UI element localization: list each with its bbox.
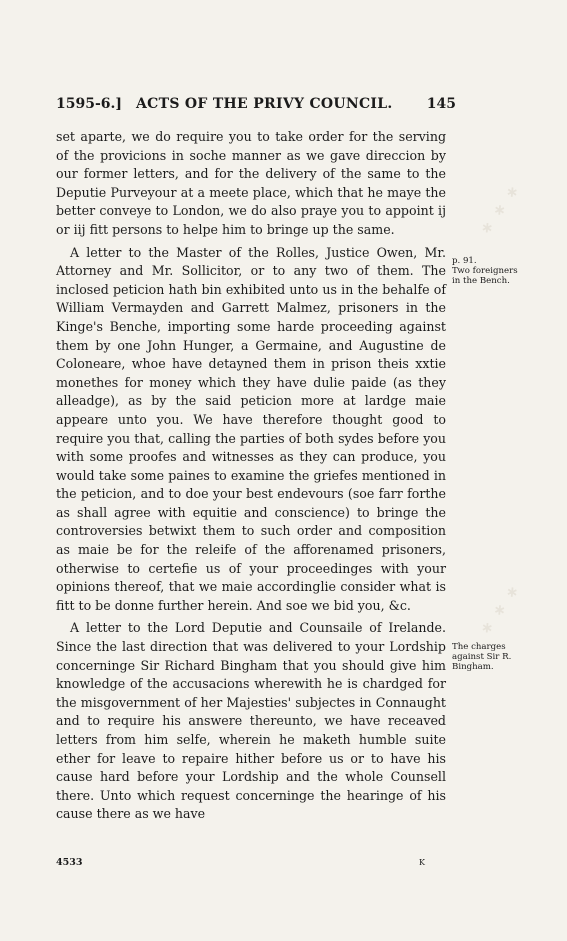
paragraph-2: A letter to the Master of the Rolles, Justice Owen, Mr. Attorney and Mr. Sollicitor, or to any two of them. The inclosed peticion hath bin exhibited unto us in the behalfe of William Vermayden and Garrett Malmez, prisoners in the Kinge's Benche, importing some harde proceeding against them by one John Hunger, a Germaine, and Augustine de Coloneare, whoe have detayned them in prison theis xxtie monethes for money which they have dulie paide (as they alleadge), as by the said peticion more at lardge maie appeare unto you. We have therefore thought good to require you that, calling the parties of both sydes before you with some proofes and witnesses as they can produce, you would take some paines to examine the griefes mentioned in the peticion, and to doe your best endevours (soe farr forthe as shall agree with equitie and conscience) to bringe the controversies betwixt them to such order and composition as maie be for the releife of the afforenamed prisoners, otherwise to certefie us of your proceedinges with your opinions thereof, that we maie accordinglie consider what is fitt to be donne further herein. And soe we bid you, &c.: [56, 244, 446, 613]
margin-note-text: Two foreigners in the Bench.: [452, 266, 518, 286]
margin-note-ref: p. 91.: [452, 256, 477, 266]
watermark-top: ∗ ∗ ∗: [475, 180, 525, 238]
margin-note-foreigners: [452, 256, 522, 286]
page-number: 145: [426, 96, 456, 112]
body-text: [56, 128, 446, 824]
watermark-bottom: ∗ ∗ ∗: [475, 580, 525, 638]
margin-note-bingham: [452, 642, 522, 672]
running-header: [56, 96, 456, 114]
header-year: 1595-6.]: [56, 96, 123, 112]
paragraph-3: A letter to the Lord Deputie and Counsaile of Irelande. Since the last direction that was delivered to your Lordship concerninge Sir Richard Bingham that you should give him knowledge of the accusacions wherewith he is chardged for the misgovernment of her Majesties' subjectes in Connaught and to require his answere thereunto, we have receaved letters from him selfe, wherein he maketh humble suite ether for leave to repaire hither before us or to have his cause hard before your Lordship and the whole Counsell there. Unto which request concerninge the hearinge of his cause there as we have: [56, 620, 446, 822]
header-title: ACTS OF THE PRIVY COUNCIL.: [136, 96, 393, 112]
paragraph-1: set aparte, we do require you to take order for the serving of the provicions in soche manner as we gave direccion by our former letters, and for the delivery of the same to the Deputie Purveyour at a meete place, which that he maye the better conveye to London, we do also praye you to appoint ij or iij fitt persons to helpe him to bringe up the same.: [56, 129, 446, 237]
signature-mark: K: [419, 858, 425, 867]
margin-note-text: The charges against Sir R. Bingham.: [452, 642, 512, 672]
signature-number: 4533: [56, 857, 83, 868]
